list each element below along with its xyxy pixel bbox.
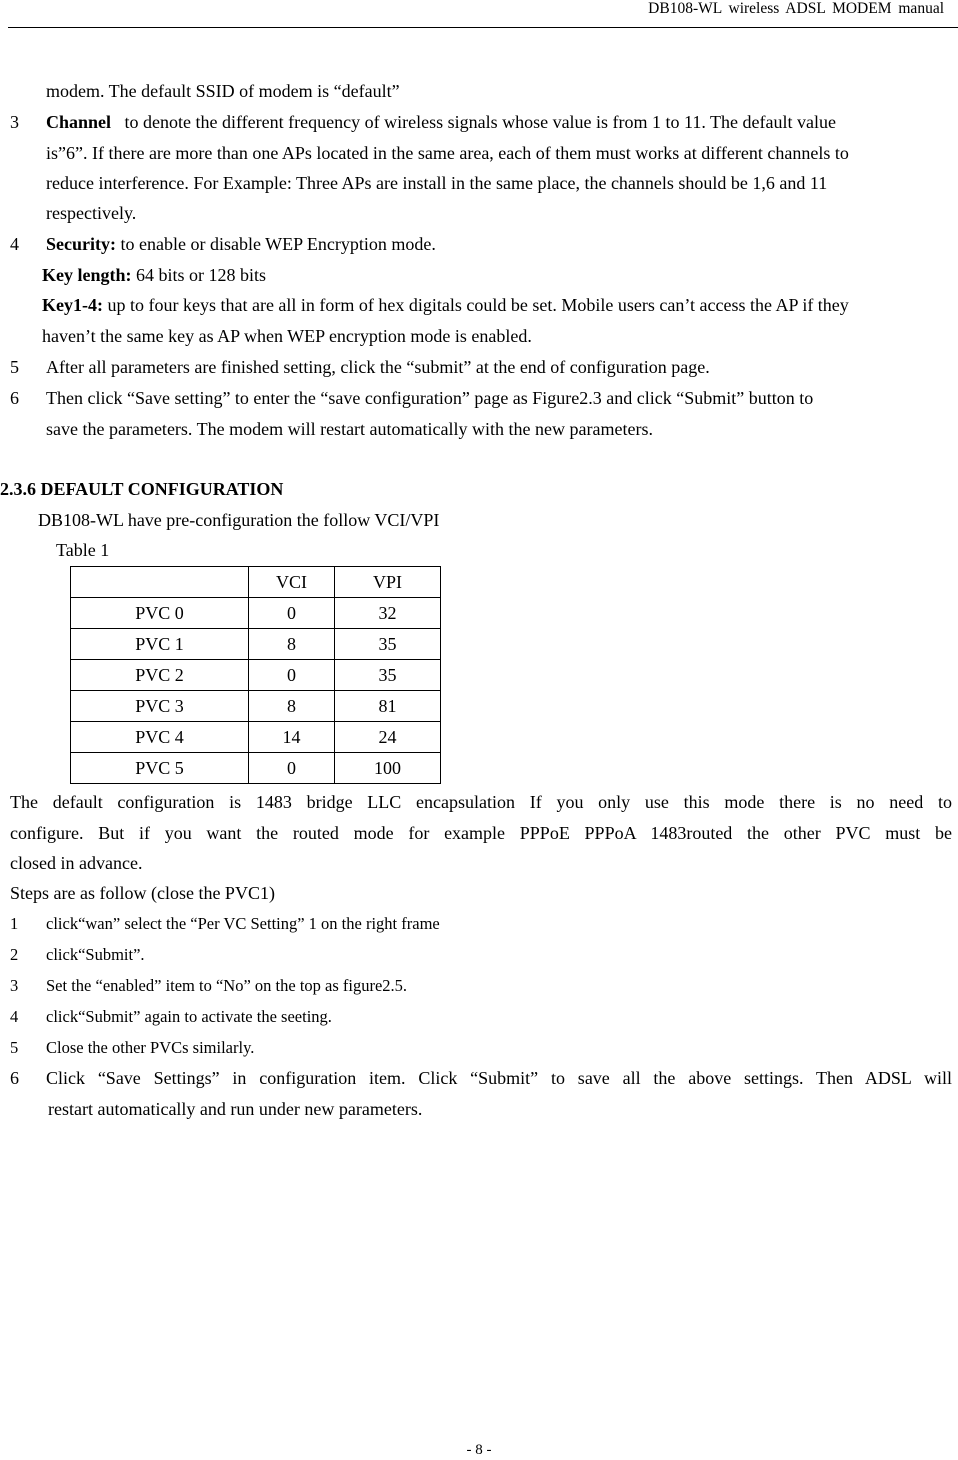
item6-line1: Then click “Save setting” to enter the “save configuration” page as Figure2.3 and click “Submit” button to — [46, 388, 814, 408]
table-cell: 35 — [335, 660, 441, 691]
section-heading-text: 2.3.6 DEFAULT CONFIGURATION — [0, 479, 284, 499]
body-line2: configure. But if you want the routed mode for example PPPoE PPPoA 1483routed the other PVC must be — [10, 823, 952, 843]
item3-line2: is”6”. If there are more than one APs located in the same area, each of them must works at different channels to — [46, 143, 849, 163]
table-row — [71, 691, 441, 722]
table-row — [71, 629, 441, 660]
section-intro: DB108-WL have pre-configuration the follow VCI/VPI — [38, 510, 440, 530]
steps-intro: Steps are as follow (close the PVC1) — [10, 883, 275, 903]
table-cell: PVC 4 — [71, 722, 249, 753]
table-cell: 81 — [335, 691, 441, 722]
step-text: click“wan” select the “Per VC Setting” 1 on the right frame — [46, 914, 440, 933]
table-cell: 100 — [335, 753, 441, 784]
item5-number: 5 — [10, 357, 19, 377]
table-row — [71, 660, 441, 691]
table-header-row — [71, 567, 441, 598]
table-row — [71, 753, 441, 784]
table-header-cell — [71, 567, 249, 598]
ssid-continuation: modem. The default SSID of modem is “default” — [46, 81, 400, 101]
table-cell: PVC 0 — [71, 598, 249, 629]
step-text: click“Submit”. — [46, 945, 145, 964]
table-cell: PVC 2 — [71, 660, 249, 691]
table-cell: 35 — [335, 629, 441, 660]
item3-label: Channel — [46, 112, 112, 132]
page-number: - 8 - — [466, 1442, 492, 1458]
table-row — [71, 722, 441, 753]
step-number: 3 — [10, 976, 19, 995]
table-cell: PVC 1 — [71, 629, 249, 660]
key-length-line — [42, 265, 266, 285]
step6-line1: Click “Save Settings” in configuration item. Click “Submit” to save all the above settings. Then ADSL will — [46, 1068, 952, 1088]
vci-vpi-table — [70, 566, 441, 784]
table-caption: Table 1 — [56, 540, 110, 560]
step-number: 5 — [10, 1038, 19, 1057]
table-header-cell: VPI — [335, 567, 441, 598]
table-cell: 8 — [249, 691, 335, 722]
step6-number: 6 — [10, 1068, 19, 1088]
item5-text: After all parameters are finished setting, click the “submit” at the end of configuration page. — [46, 357, 710, 377]
item6-line2: save the parameters. The modem will restart automatically with the new parameters. — [46, 419, 653, 439]
body-line1: The default configuration is 1483 bridge LLC encapsulation If you only use this mode there is no need to — [10, 792, 952, 812]
item3-text: to denote the different frequency of wireless signals whose value is from 1 to 11. The default value — [124, 112, 836, 132]
item4-label: Security: — [46, 234, 116, 254]
table-cell: 0 — [249, 598, 335, 629]
item3-line4: respectively. — [46, 203, 137, 223]
section-heading — [0, 479, 283, 499]
body-line3: closed in advance. — [10, 853, 143, 873]
table-cell: PVC 3 — [71, 691, 249, 722]
item3-number: 3 — [10, 112, 19, 132]
table-row — [71, 598, 441, 629]
step-number: 4 — [10, 1007, 19, 1026]
step6-line2: restart automatically and run under new parameters. — [48, 1099, 423, 1119]
table-cell: 8 — [249, 629, 335, 660]
item4-number: 4 — [10, 234, 19, 254]
table-cell: 0 — [249, 753, 335, 784]
keys-line1 — [42, 295, 849, 315]
step-text: click“Submit” again to activate the seeting. — [46, 1007, 332, 1026]
keys-label: Key1-4: — [42, 295, 103, 315]
step-text: Close the other PVCs similarly. — [46, 1038, 255, 1057]
item6-number: 6 — [10, 388, 19, 408]
key-length-label: Key length: — [42, 265, 132, 285]
table-cell: 24 — [335, 722, 441, 753]
keys-text: up to four keys that are all in form of hex digitals could be set. Mobile users can’t access the AP if they — [107, 295, 849, 315]
keys-line2: haven’t the same key as AP when WEP encryption mode is enabled. — [42, 326, 532, 346]
item4-line — [46, 234, 436, 254]
table-header-cell: VCI — [249, 567, 335, 598]
item3-line1 — [46, 112, 836, 132]
header-rule — [8, 27, 958, 28]
step-text: Set the “enabled” item to “No” on the top as figure2.5. — [46, 976, 408, 995]
key-length-text: 64 bits or 128 bits — [136, 265, 267, 285]
step-number: 2 — [10, 945, 19, 964]
table-cell: 32 — [335, 598, 441, 629]
table-cell: 0 — [249, 660, 335, 691]
table-cell: 14 — [249, 722, 335, 753]
page-header-title: DB108-WL wireless ADSL MODEM manual — [648, 0, 944, 17]
item3-line3: reduce interference. For Example: Three APs are install in the same place, the channels should be 1,6 and 11 — [46, 173, 828, 193]
item4-text: to enable or disable WEP Encryption mode. — [120, 234, 436, 254]
step-number: 1 — [10, 914, 19, 933]
table-cell: PVC 5 — [71, 753, 249, 784]
